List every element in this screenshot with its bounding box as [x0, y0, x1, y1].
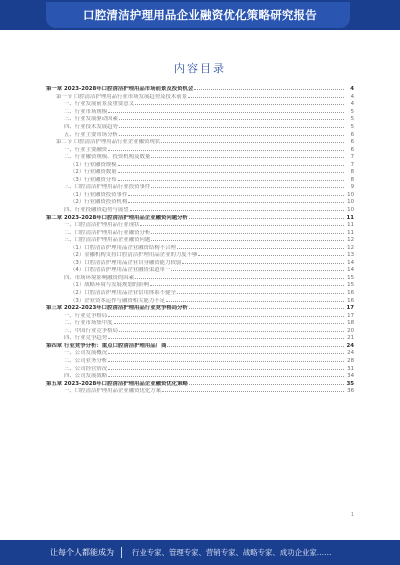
toc-entry-page: 10 [347, 199, 354, 206]
toc-entry-page: 12 [347, 237, 354, 244]
toc-leader-dots [161, 141, 344, 143]
toc-leader-dots [189, 307, 344, 309]
toc-leader-dots [177, 292, 344, 294]
toc-entry[interactable] [46, 161, 354, 169]
toc-leader-dots [119, 134, 344, 136]
toc-leader-dots [151, 232, 344, 234]
toc-entry-text: （3）口腔清洁护理用品企业自身融资能力较弱 [70, 259, 182, 266]
toc-leader-dots [108, 352, 344, 354]
toc-leader-dots [108, 375, 344, 377]
toc-entry[interactable] [46, 139, 354, 147]
toc-leader-dots [151, 186, 344, 188]
toc-entry-page: 11 [347, 222, 354, 229]
toc-entry[interactable] [46, 320, 354, 328]
toc-leader-dots [188, 96, 344, 98]
toc-entry-page: 12 [347, 244, 354, 251]
toc-entry[interactable] [46, 101, 354, 109]
toc-entry[interactable] [46, 94, 354, 102]
toc-leader-dots [114, 322, 344, 324]
toc-entry[interactable] [46, 260, 354, 268]
toc-entry-text: 二、行业融资规模、投资机构及数量 [64, 154, 151, 161]
toc-entry-page: 9 [350, 184, 354, 191]
toc-entry-page: 35 [346, 380, 354, 387]
toc-entry-text: 第三章 2022-2023年口腔清洁护理用品行业竞争格局分析 [46, 305, 188, 312]
toc-entry-page: 4 [350, 93, 354, 100]
toc-leader-dots [118, 171, 344, 173]
toc-entry-text: 二、口腔清洁护理用品行业融资分析 [64, 229, 151, 236]
toc-leader-dots [194, 88, 344, 90]
toc-entry[interactable] [46, 131, 354, 139]
toc-entry-page: 34 [347, 373, 354, 380]
toc-entry[interactable] [46, 177, 354, 185]
toc-entry-page: 15 [347, 282, 354, 289]
toc-entry[interactable] [46, 214, 354, 222]
toc-entry-text: 第四章 行业竞争分析：重点口腔清洁护理用品厂商 [46, 342, 167, 349]
toc-entry-page: 21 [347, 335, 354, 342]
toc-entry-text: 二、公司业务分析 [64, 357, 108, 364]
toc-leader-dots [189, 217, 344, 219]
toc-leader-dots [150, 284, 344, 286]
toc-entry-page: 4 [350, 86, 354, 93]
toc-entry[interactable] [46, 380, 354, 388]
toc-entry[interactable] [46, 86, 354, 94]
toc-leader-dots [108, 315, 344, 317]
toc-entry[interactable] [46, 343, 354, 351]
toc-leader-dots [128, 194, 344, 196]
toc-entry-text: 一、行业竞争格局 [64, 312, 108, 319]
toc-entry-page: 16 [347, 290, 354, 297]
toc-entry-text: 三、口腔清洁护理用品行业投资事件 [64, 184, 151, 191]
toc-entry-text: 第一节 口腔清洁护理用品行业市场发展趋势及技术前景 [56, 93, 188, 100]
toc-entry-text: （2）行业融资投资机构 [70, 199, 128, 206]
toc-entry-text: 二、行业市场集中度 [64, 320, 113, 327]
report-footer [0, 540, 400, 565]
toc-entry-page: 13 [347, 252, 354, 259]
toc-entry-text: 五、行业主要市场分析 [64, 131, 118, 138]
toc-entry-page: 10 [347, 207, 354, 214]
toc-entry[interactable] [46, 207, 354, 215]
toc-leader-dots [167, 345, 344, 347]
toc-entry[interactable] [46, 109, 354, 117]
toc-entry-page: 7 [350, 154, 354, 161]
toc-entry-page: 14 [347, 259, 354, 266]
toc-entry-text: （2）金融机构支持口腔清洁护理用品企业的力度不够 [70, 252, 198, 259]
toc-entry-text: （4）口腔清洁护理用品企业融资渠道单一 [70, 267, 171, 274]
toc-entry[interactable] [46, 305, 354, 313]
toc-leader-dots [108, 111, 344, 113]
toc-entry-text: 四、公司发展战略 [64, 373, 108, 380]
toc-leader-dots [171, 269, 344, 271]
footer-slogan: 让每个人都能成为 [50, 548, 114, 557]
toc-leader-dots [108, 368, 344, 370]
toc-entry[interactable] [46, 154, 354, 162]
toc-leader-dots [130, 209, 344, 211]
toc-entry-text: （2）行业融资数量 [70, 169, 117, 176]
toc-entry-page: 28 [347, 357, 354, 364]
toc-entry-text: 二、行业市场规模 [64, 108, 108, 115]
toc-entry-page: 8 [350, 169, 354, 176]
toc-entry-page: 18 [347, 320, 354, 327]
toc-entry-text: 第一章 2023-2028年口腔清洁护理用品市场前景及投资机会 [46, 86, 194, 93]
toc-entry-page: 8 [350, 176, 354, 183]
toc-entry-page: 5 [350, 116, 354, 123]
toc-title: 内容目录 [174, 62, 226, 75]
toc-leader-dots [182, 262, 344, 264]
toc-entry[interactable] [46, 335, 354, 343]
toc-leader-dots [128, 201, 344, 203]
toc-entry-text: （1）行业融资投资事件 [70, 191, 128, 198]
toc-entry-page: 11 [346, 214, 354, 221]
footer-divider [121, 547, 122, 558]
toc-entry[interactable] [46, 169, 354, 177]
toc-leader-dots [151, 156, 344, 158]
toc-entry-text: （1）口腔清洁护理用品企业融资结构不合理 [70, 244, 176, 251]
toc-entry-page: 7 [350, 161, 354, 168]
toc-leader-dots [189, 383, 344, 385]
toc-entry-text: 一、口腔清洁护理用品企业融资优化方案 [64, 388, 162, 395]
toc-entry[interactable] [46, 290, 354, 298]
toc-entry[interactable] [46, 350, 354, 358]
toc-entry[interactable] [46, 365, 354, 373]
toc-entry[interactable] [46, 237, 354, 245]
toc-entry-page: 16 [347, 297, 354, 304]
toc-entry-text: 三、行业发展驱动因素 [64, 116, 118, 123]
toc-entry-text: 四、市场环境影响融资的因素 [64, 274, 135, 281]
toc-entry-text: 第五章 2023-2028年口腔清洁护理用品企业融资优化策略 [46, 380, 188, 387]
toc-entry-page: 4 [350, 101, 354, 108]
toc-entry-page: 6 [350, 131, 354, 138]
page-number: 1 [350, 512, 354, 518]
toc-entry-text: 三、公司经营情况 [64, 365, 108, 372]
toc-entry-page: 17 [347, 312, 354, 319]
toc-entry[interactable] [46, 358, 354, 366]
toc-entry[interactable] [46, 229, 354, 237]
toc-leader-dots [151, 239, 344, 241]
toc-entry-page: 36 [347, 388, 354, 395]
toc-leader-dots [177, 247, 344, 249]
toc-entry-text: （1）战略环境与发展规划的影响 [70, 282, 149, 289]
toc-leader-dots [162, 390, 344, 392]
toc-leader-dots [135, 103, 344, 105]
toc-entry-text: 第二章 2023-2028年口腔清洁护理用品企业融资问题分析 [46, 214, 188, 221]
toc-entry[interactable] [46, 328, 354, 336]
toc-entry-text: （1）行业融资规模 [70, 161, 117, 168]
toc-leader-dots [108, 337, 344, 339]
toc-entry[interactable] [46, 199, 354, 207]
report-header [0, 0, 400, 30]
toc-entry[interactable] [46, 222, 354, 230]
toc-entry-page: 31 [347, 365, 354, 372]
toc-entry-text: 四、行业竞争趋势 [64, 335, 108, 342]
toc-entry-page: 11 [347, 229, 354, 236]
toc-entry-text: 一、公司发展概况 [64, 350, 108, 357]
toc-leader-dots [108, 360, 344, 362]
toc-leader-dots [119, 126, 344, 128]
toc-entry-page: 10 [347, 191, 354, 198]
toc-entry-page: 20 [347, 327, 354, 334]
toc-entry[interactable] [46, 282, 354, 290]
toc-entry-text: 四、行业技术发展趋势 [64, 124, 118, 130]
toc-entry-text: （2）口腔清洁护理用品企业信用体系不健全 [70, 290, 176, 297]
toc-entry-text: （3）企业资本运作与融资相关能力不足 [70, 297, 166, 304]
toc-entry[interactable] [46, 267, 354, 275]
toc-entry[interactable] [46, 297, 354, 305]
toc-entry[interactable] [46, 388, 354, 396]
toc-leader-dots [118, 179, 344, 181]
toc-leader-dots [119, 118, 344, 120]
toc-entry[interactable] [46, 244, 354, 252]
toc-entry-page: 5 [350, 108, 354, 115]
toc-entry-page: 14 [347, 267, 354, 274]
toc-entry-text: 一、行业发展前景及重要意义 [64, 101, 135, 108]
toc-entry-text: 四、行业投融资趋势与展望 [64, 207, 129, 214]
toc-entry-text: （3）行业融资分布 [70, 176, 117, 183]
toc-entry-page: 24 [347, 350, 354, 357]
toc-entry[interactable] [46, 275, 354, 283]
toc-entry-text: 一、行业主要融资 [64, 146, 108, 153]
toc-entry[interactable] [46, 184, 354, 192]
toc-entry[interactable] [46, 192, 354, 200]
toc-entry-text: 三、中国行业竞争格局 [64, 327, 118, 334]
toc-entry[interactable] [46, 124, 354, 132]
toc-leader-dots [119, 330, 344, 332]
toc-leader-dots [198, 254, 344, 256]
toc-entry-page: 5 [350, 124, 354, 130]
report-title: 口腔清洁护理用品企业融资优化策略研究报告 [83, 8, 317, 22]
toc-entry[interactable] [46, 373, 354, 381]
toc-entry[interactable] [46, 252, 354, 260]
toc-entry-page: 15 [347, 274, 354, 281]
toc-leader-dots [118, 164, 344, 166]
footer-tagline: 行业专家、管理专家、营销专家、战略专家、成功企业家…… [132, 548, 332, 557]
toc-entry-text: 一、口腔清洁护理用品行业现状 [64, 222, 140, 229]
toc-entry-page: 6 [350, 139, 354, 146]
toc-leader-dots [140, 224, 344, 226]
toc-entry[interactable] [46, 146, 354, 154]
toc-leader-dots [135, 277, 344, 279]
toc-entry-page: 6 [350, 146, 354, 153]
toc-entry-text: 三、口腔清洁护理用品企业融资问题 [64, 237, 151, 244]
toc-entry-text: 第二节 口腔清洁护理用品行业企业融资现状 [56, 139, 161, 146]
table-of-contents [46, 86, 354, 395]
toc-leader-dots [108, 149, 344, 151]
toc-entry[interactable] [46, 116, 354, 124]
toc-entry[interactable] [46, 312, 354, 320]
toc-entry-page: 24 [346, 342, 354, 349]
toc-entry-page: 17 [346, 305, 354, 312]
toc-leader-dots [166, 300, 344, 302]
